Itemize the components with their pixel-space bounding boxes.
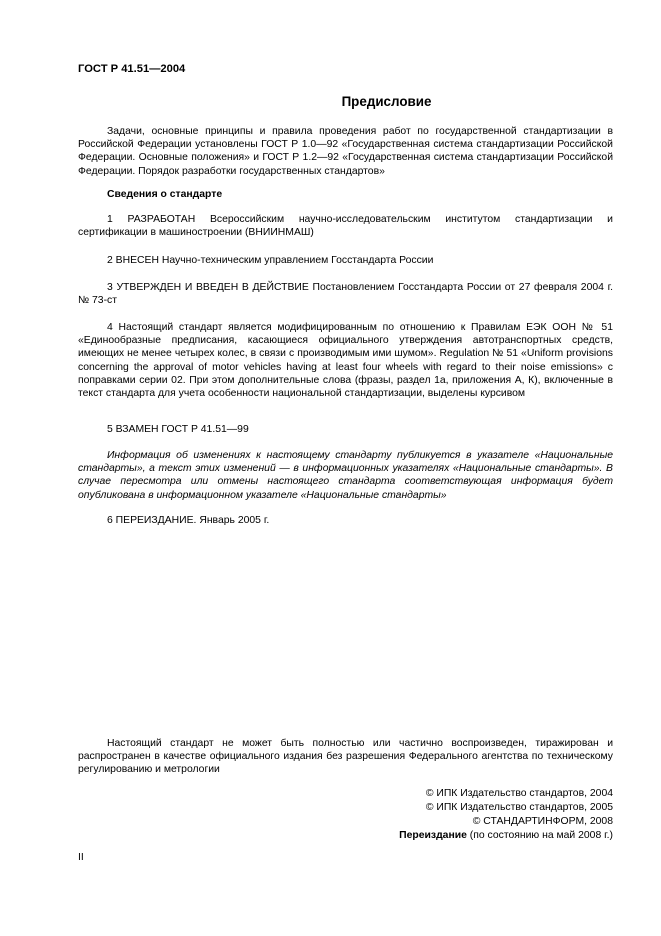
copyright-line-2: © ИПК Издательство стандартов, 2005 bbox=[425, 802, 613, 813]
intro-paragraph: Задачи, основные принципы и правила проведения работ по государственной стандартизации в Российской Федерации установлены ГОСТ Р 1.0—92 «Государственная система стандартизации Российской Федерации. Основные положения» и ГОСТ Р 1.2—92 «Государственная система стандартизации Российской Федерации. Порядок разработки государственных стандартов» bbox=[78, 126, 613, 177]
item-introduced: 2 ВНЕСЕН Научно-техническим управлением Госстандарта России bbox=[107, 255, 434, 266]
reprint-date: (по состоянию на май 2008 г.) bbox=[466, 830, 613, 841]
page-title: Предисловие bbox=[341, 94, 432, 109]
item-reprint: 6 ПЕРЕИЗДАНИЕ. Январь 2005 г. bbox=[107, 515, 270, 526]
page-number: II bbox=[78, 852, 84, 863]
changes-notice: Информация об изменениях к настоящему стандарту публикуется в указателе «Национальные стандарты», а текст этих изменений — в информационных указателях «Национальные стандарты». В случае пересмотра или отмены настоящего стандарта соответствующая информация будет опубликована в информационном указателе «Национальные стандарты» bbox=[78, 450, 613, 501]
info-heading: Сведения о стандарте bbox=[107, 189, 223, 200]
copyright-line-3: © СТАНДАРТИНФОРМ, 2008 bbox=[472, 816, 613, 827]
item-approved: 3 УТВЕРЖДЕН И ВВЕДЕН В ДЕЙСТВИЕ Постановлением Госстандарта России от 27 февраля 2004 г. № 73-ст bbox=[78, 282, 613, 307]
item-replaces: 5 ВЗАМЕН ГОСТ Р 41.51—99 bbox=[107, 424, 249, 435]
copyright-line-1: © ИПК Издательство стандартов, 2004 bbox=[425, 788, 613, 799]
reprint-line bbox=[399, 829, 613, 843]
legal-notice: Настоящий стандарт не может быть полностью или частично воспроизведен, тиражирован и распространен в качестве официального издания без разрешения Федерального агентства по техническому регулированию и метрологии bbox=[78, 738, 613, 776]
standard-id-header: ГОСТ Р 41.51—2004 bbox=[78, 63, 186, 75]
reprint-label: Переиздание bbox=[399, 830, 467, 841]
item-developed: 1 РАЗРАБОТАН Всероссийским научно-исследовательским институтом стандартизации и сертификации в машиностроении (ВНИИНМАШ) bbox=[78, 214, 613, 239]
item-modified: 4 Настоящий стандарт является модифицированным по отношению к Правилам ЕЭК ООН № 51 «Единообразные предписания, касающиеся официального утверждения автотранспортных средств, имеющих не менее четырех колес, в связи с производимым ими шумом». Regulation № 51 «Uniform provisions concerning the approval of motor vehicles having at least four wheels with regard to their noise emissions» с поправками серии 02. При этом дополнительные слова (фразы, раздел 1а, приложения А, К), включенные в текст стандарта для учета особенности национальной стандартизации, выделены курсивом bbox=[78, 322, 613, 400]
copyright-block bbox=[399, 787, 613, 843]
